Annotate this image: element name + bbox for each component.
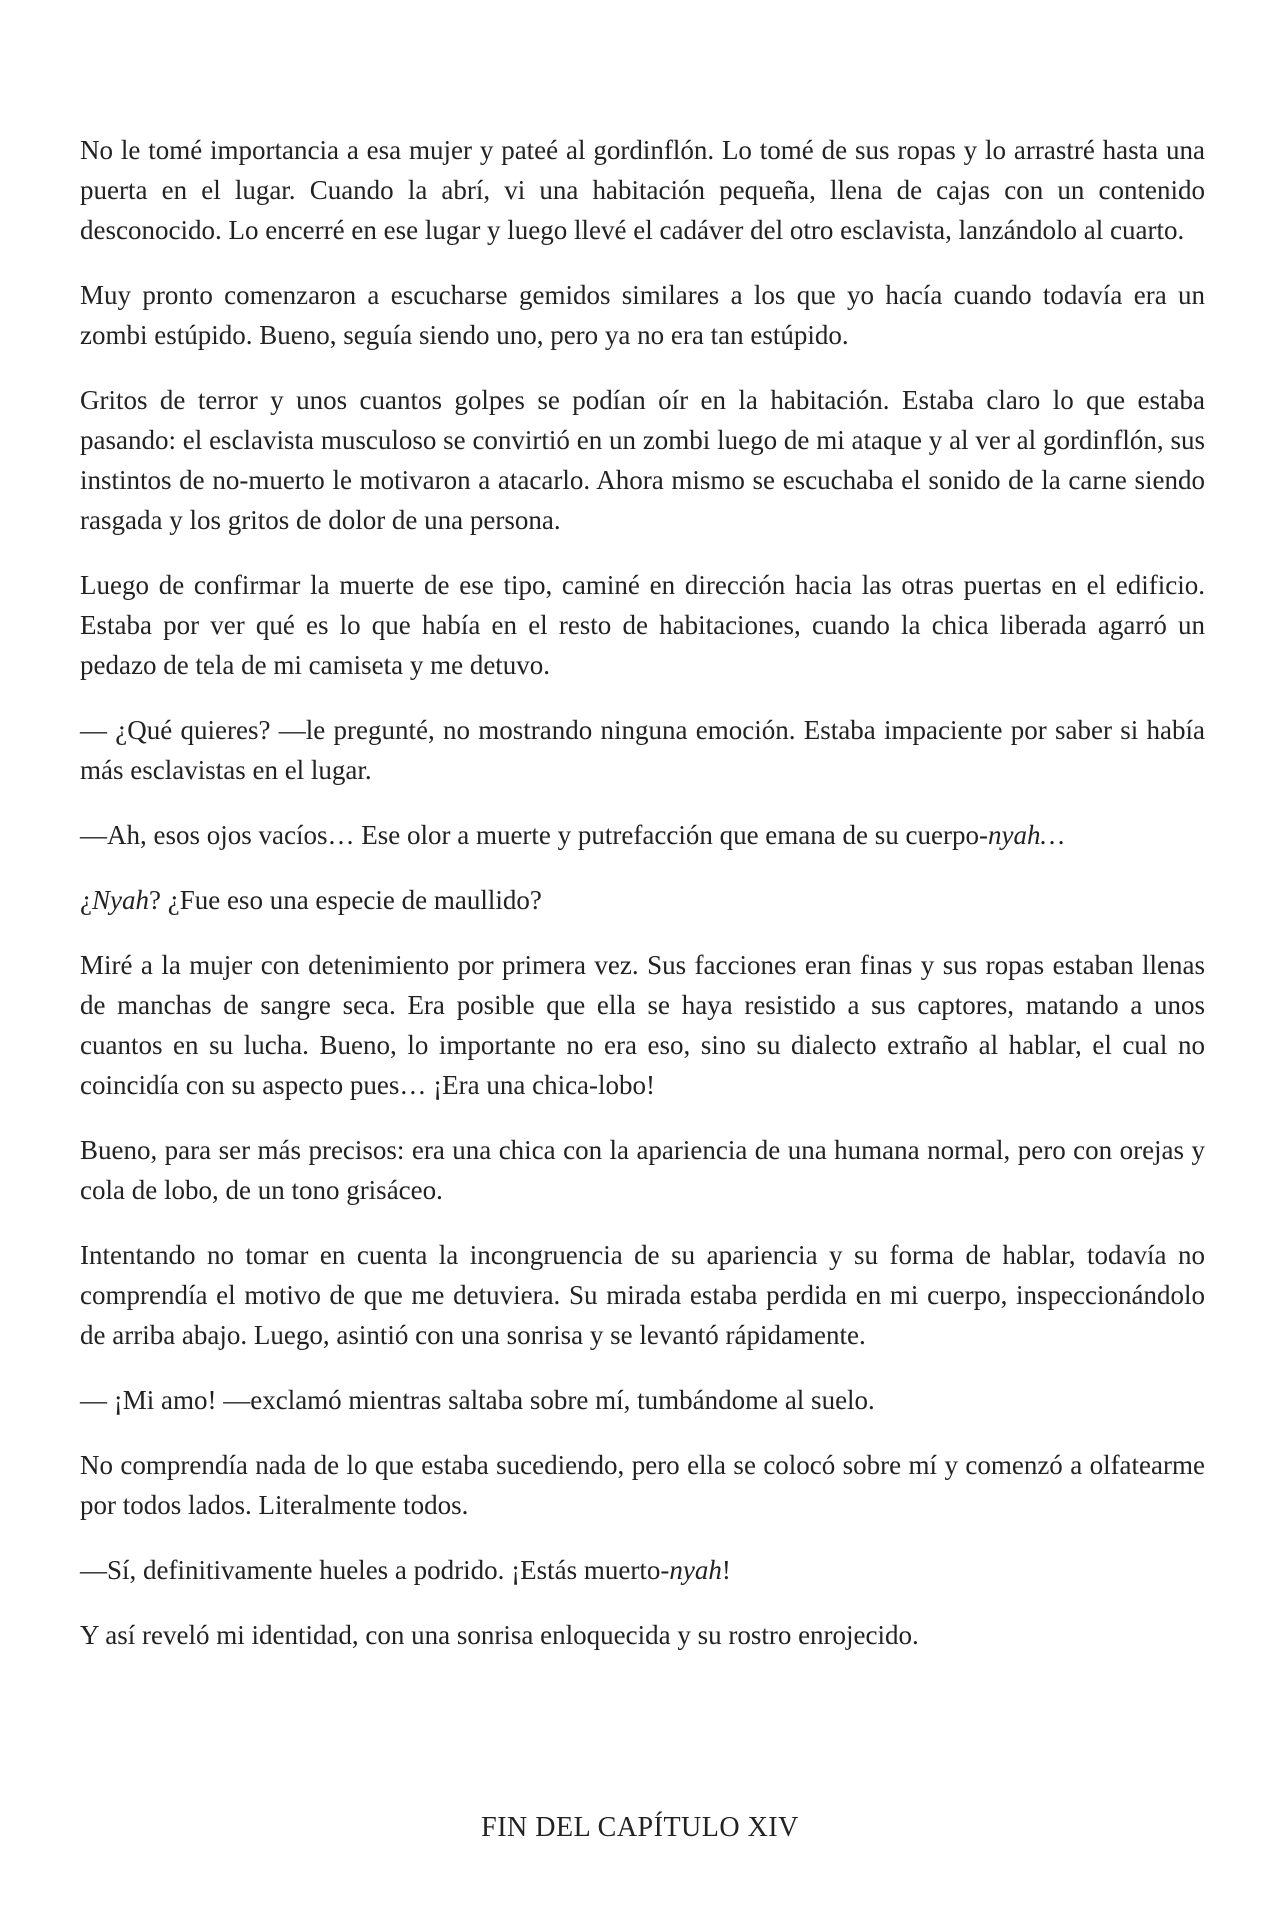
dialogue-paragraph — [80, 1550, 1205, 1590]
paragraph — [80, 130, 1205, 250]
chapter-text-body — [80, 130, 1205, 1680]
italic-text: nyah — [669, 1555, 722, 1585]
paragraph — [80, 1615, 1205, 1655]
italic-text: nyah… — [987, 820, 1065, 850]
paragraph-text: Miré a la mujer con detenimiento por primera vez. Sus facciones eran finas y sus ropas estaban llenas de manchas de sangre seca. Era posible que ella se haya resistido a sus captores, matando a unos cuantos en su lucha. Bueno, lo importante no era eso, sino su dialecto extraño al hablar, el cual no coincidía con su aspecto pues… ¡Era una chica-lobo! — [80, 950, 1205, 1100]
paragraph — [80, 1235, 1205, 1355]
paragraph — [80, 565, 1205, 685]
paragraph-text: No le tomé importancia a esa mujer y pateé al gordinflón. Lo tomé de sus ropas y lo arrastré hasta una puerta en el lugar. Cuando la abrí, vi una habitación pequeña, llena de cajas con un contenido desconocido. Lo encerré en ese lugar y luego llevé el cadáver del otro esclavista, lanzándolo al cuarto. — [80, 135, 1205, 245]
paragraph — [80, 1130, 1205, 1210]
italic-text: Nyah — [91, 885, 149, 915]
paragraph-text: Gritos de terror y unos cuantos golpes se podían oír en la habitación. Estaba claro lo que estaba pasando: el esclavista musculoso se convirtió en un zombi luego de mi ataque y al ver al gordinflón, sus instintos de no-muerto le motivaron a atacarlo. Ahora mismo se escuchaba el sonido de la carne siendo rasgada y los gritos de dolor de una persona. — [80, 385, 1205, 535]
paragraph-text: — ¡Mi amo! —exclamó mientras saltaba sobre mí, tumbándome al suelo. — [80, 1385, 875, 1415]
paragraph-text: ! — [721, 1555, 731, 1585]
paragraph — [80, 945, 1205, 1105]
paragraph-text: —Ah, esos ojos vacíos… Ese olor a muerte y putrefacción que emana de su cuerpo- — [80, 820, 988, 850]
paragraph — [80, 1445, 1205, 1525]
paragraph-text: ? ¿Fue eso una especie de maullido? — [148, 885, 542, 915]
paragraph-text: Luego de confirmar la muerte de ese tipo, caminé en dirección hacia las otras puertas en el edificio. Estaba por ver qué es lo que había en el resto de habitaciones, cuando la chica liberada agarró un pedazo de tela de mi camiseta y me detuvo. — [80, 570, 1205, 680]
paragraph — [80, 380, 1205, 540]
paragraph-text: Bueno, para ser más precisos: era una chica con la apariencia de una humana normal, pero con orejas y cola de lobo, de un tono grisáceo. — [80, 1135, 1205, 1205]
paragraph-text: —Sí, definitivamente hueles a podrido. ¡Estás muerto- — [80, 1555, 670, 1585]
paragraph-text: Muy pronto comenzaron a escucharse gemidos similares a los que yo hacía cuando todavía era un zombi estúpido. Bueno, seguía siendo uno, pero ya no era tan estúpido. — [80, 280, 1205, 350]
paragraph — [80, 275, 1205, 355]
dialogue-paragraph — [80, 1380, 1205, 1420]
paragraph-text: Y así reveló mi identidad, con una sonrisa enloquecida y su rostro enrojecido. — [80, 1620, 919, 1650]
paragraph-text: No comprendía nada de lo que estaba sucediendo, pero ella se colocó sobre mí y comenzó a olfatearme por todos lados. Literalmente todos. — [80, 1450, 1205, 1520]
chapter-end-heading: FIN DEL CAPÍTULO XIV — [481, 1812, 799, 1843]
dialogue-paragraph — [80, 815, 1205, 855]
paragraph-text: ¿ — [80, 885, 92, 915]
paragraph — [80, 880, 1205, 920]
paragraph-text: Intentando no tomar en cuenta la incongruencia de su apariencia y su forma de hablar, todavía no comprendía el motivo de que me detuviera. Su mirada estaba perdida en mi cuerpo, inspeccionándolo de arriba abajo. Luego, asintió con una sonrisa y se levantó rápidamente. — [80, 1240, 1205, 1350]
paragraph-text: — ¿Qué quieres? —le pregunté, no mostrando ninguna emoción. Estaba impaciente por saber si había más esclavistas en el lugar. — [80, 715, 1205, 785]
dialogue-paragraph — [80, 710, 1205, 790]
